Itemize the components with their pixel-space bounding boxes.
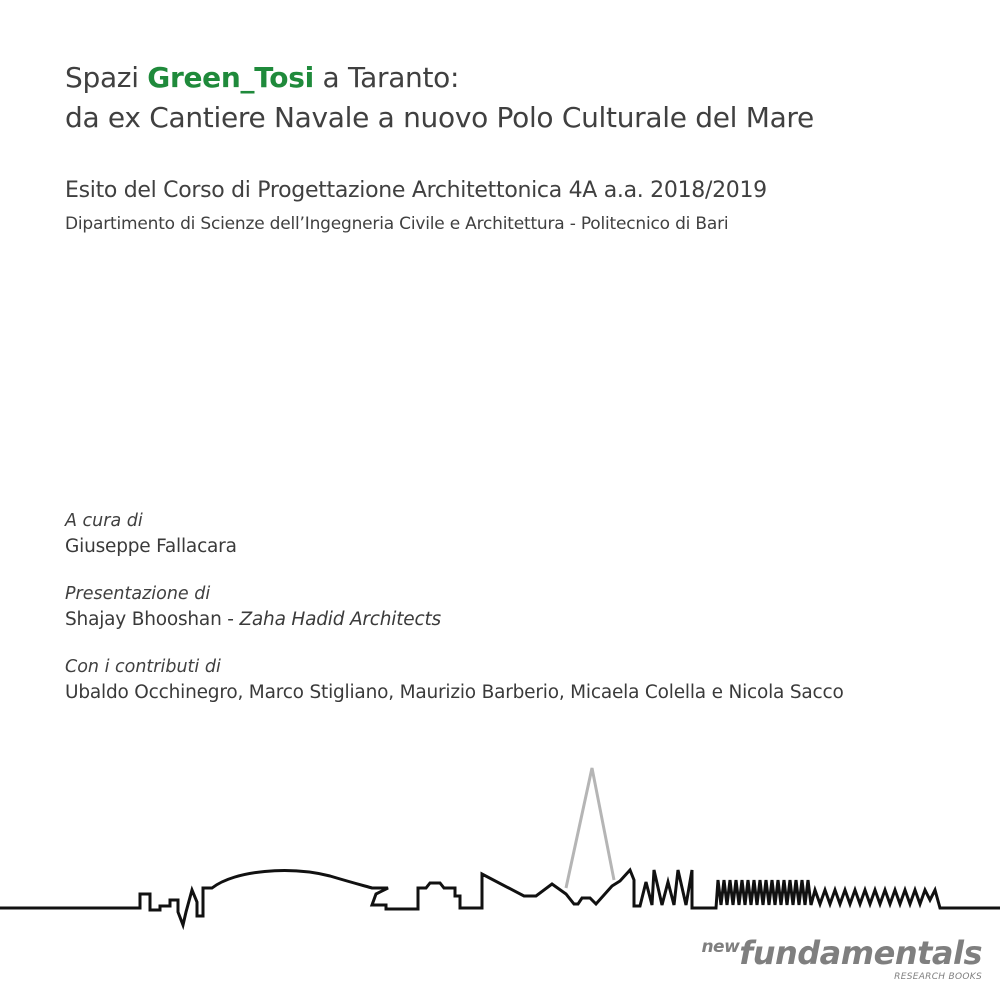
credit-contributions-value: Ubaldo Occhinegro, Marco Stigliano, Maurizio Barberio, Micaela Colella e Nicola Sacco [65,682,844,703]
logo-new: new [701,937,740,957]
publisher-logo [701,936,982,982]
city-skyline-illustration [0,760,1000,940]
credit-presentation [65,581,985,633]
logo-subtitle: RESEARCH BOOKS [894,972,982,982]
credit-contributions [65,654,985,706]
title-line-2: da ex Cantiere Navale a nuovo Polo Culturale del Mare [65,101,814,134]
credits [65,508,985,727]
credit-curated-value: Giuseppe Fallacara [65,536,237,557]
subtitle: Esito del Corso di Progettazione Architettonica 4A a.a. 2018/2019 [65,178,767,203]
title-block [65,58,965,138]
logo-fundamentals: fundamentals [739,934,982,972]
presentation-affiliation: Zaha Hadid Architects [239,609,441,630]
logo-wordmark [701,936,982,976]
title-line-1 [65,58,965,98]
credit-contributions-label: Con i contributi di [65,657,221,677]
department: Dipartimento di Scienze dell’Ingegneria Civile e Architettura - Politecnico di Bari [65,214,729,234]
title-suffix: a Taranto: [313,61,460,94]
credit-presentation-value [65,607,985,633]
presentation-name: Shajay Bhooshan - [65,609,240,630]
credit-presentation-label: Presentazione di [65,584,211,604]
credit-curated [65,508,985,560]
title-prefix: Spazi [65,61,148,94]
credit-curated-label: A cura di [65,511,143,531]
title-highlight: Green_Tosi [147,61,314,94]
skyline-spire [566,768,614,888]
skyline-outline [0,870,1000,925]
